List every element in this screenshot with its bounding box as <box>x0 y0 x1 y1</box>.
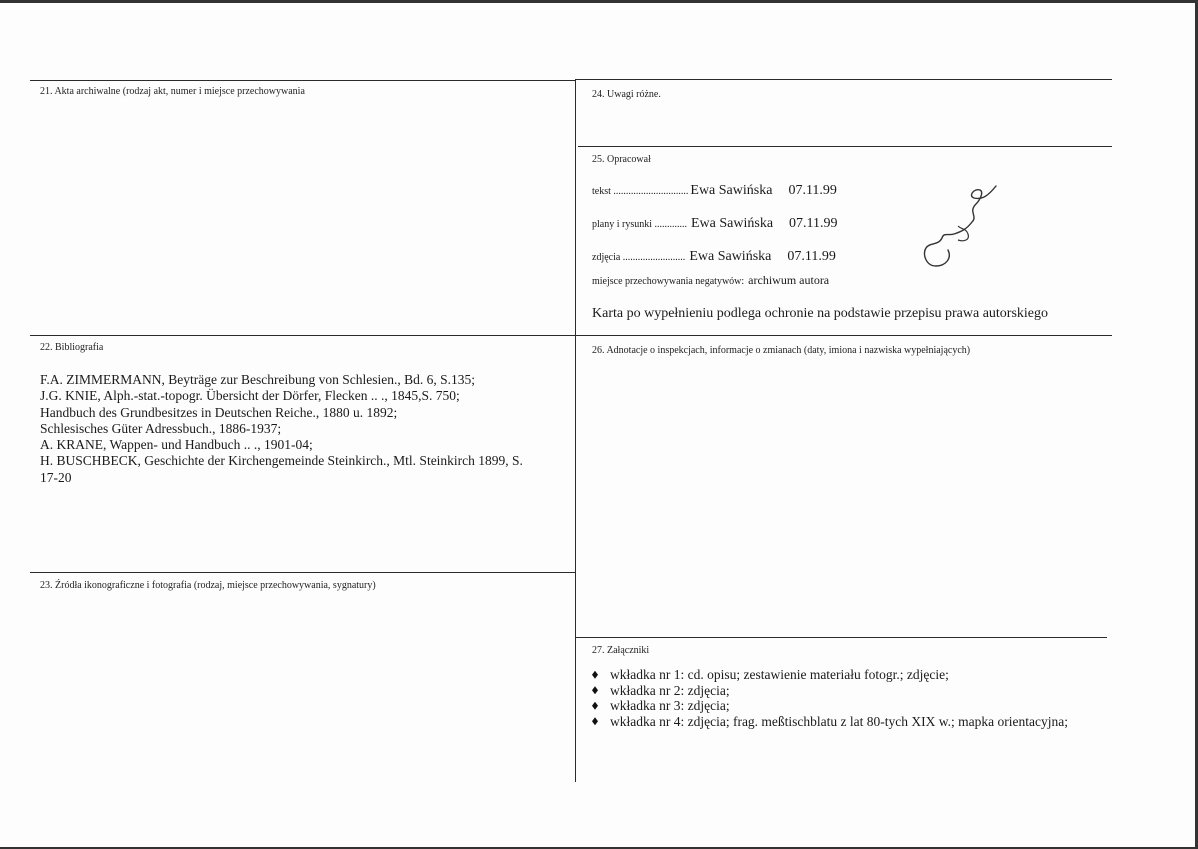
bibliography-entry: 17-20 <box>40 469 72 485</box>
rule-middle <box>30 335 1112 336</box>
author-row-plans <box>592 216 838 232</box>
section-22-title: 22. Bibliografia <box>40 342 104 353</box>
author-row-label: plany i rysunki ............. <box>592 219 687 230</box>
author-date: 07.11.99 <box>788 183 837 198</box>
bibliography-entry: A. KRANE, Wappen- und Handbuch .. ., 1901-04; <box>40 437 313 453</box>
copyright-note: Karta po wypełnieniu podlega ochronie na podstawie przepisu prawa autorskiego <box>592 306 1049 321</box>
rule-23-top <box>30 572 575 573</box>
list-item <box>592 714 1068 730</box>
bibliography-entry: H. BUSCHBECK, Geschichte der Kirchengemeinde Steinkirch., Mtl. Steinkirch 1899, S. <box>40 453 523 469</box>
section-26-title: 26. Adnotacje o inspekcjach, informacje o zmianach (daty, imiona i nazwiska wypełniających) <box>592 345 971 356</box>
scan-edge-top <box>0 0 1198 3</box>
author-name: Ewa Sawińska <box>691 216 774 231</box>
attachment-text: wkładka nr 1: cd. opisu; zestawienie materiału fotogr.; zdjęcie; <box>610 667 949 682</box>
author-date: 07.11.99 <box>787 249 836 264</box>
attachment-text: wkładka nr 4: zdjęcia; frag. meßtischblatu z lat 80-tych XIX w.; mapka orientacyjna; <box>610 713 1068 729</box>
bibliography-list <box>40 372 523 486</box>
list-item <box>592 683 1068 699</box>
section-25-title: 25. Opracował <box>592 154 651 165</box>
bibliography-entry: Handbuch des Grundbesitzes in Deutschen Reiche., 1880 u. 1892; <box>40 404 398 420</box>
diamond-bullet-icon <box>592 702 598 710</box>
negatives-value: archiwum autora <box>748 273 830 287</box>
rule-27-top <box>575 637 1107 638</box>
attachment-text: wkładka nr 2: zdjęcia; <box>610 682 730 698</box>
section-24-title: 24. Uwagi różne. <box>592 89 661 100</box>
author-row-label: tekst .............................. <box>592 186 689 197</box>
section-21-title: 21. Akta archiwalne (rodzaj akt, numer i miejsce przechowywania <box>40 86 305 97</box>
author-row-label: zdjęcia ......................... <box>592 252 686 263</box>
list-item <box>592 698 1068 714</box>
author-name: Ewa Sawińska <box>689 249 772 264</box>
attachment-text: wkładka nr 3: zdjęcia; <box>610 698 730 713</box>
author-row-photos <box>592 249 836 265</box>
rule-top-left <box>30 80 575 81</box>
diamond-bullet-icon <box>592 717 598 725</box>
signature-scribble <box>918 182 1004 274</box>
negatives-location <box>592 273 829 288</box>
section-23-title: 23. Źródła ikonograficzne i fotografia (rodzaj, miejsce przechowywania, sygnatury) <box>40 580 376 591</box>
rule-top-right <box>575 79 1112 80</box>
author-row-text <box>592 183 837 199</box>
diamond-bullet-icon <box>592 686 598 694</box>
author-name: Ewa Sawińska <box>690 183 773 198</box>
list-item <box>592 667 1068 683</box>
bibliography-entry: Schlesisches Güter Adressbuch., 1886-1937; <box>40 420 282 436</box>
bibliography-entry: F.A. ZIMMERMANN, Beyträge zur Beschreibung von Schlesien., Bd. 6, S.135; <box>40 372 475 387</box>
negatives-label: miejsce przechowywania negatywów: <box>592 276 745 287</box>
author-date: 07.11.99 <box>789 216 838 231</box>
diamond-bullet-icon <box>592 671 598 679</box>
column-divider <box>575 79 576 782</box>
rule-25-top <box>578 146 1112 147</box>
attachments-list <box>592 667 1068 729</box>
bibliography-entry: J.G. KNIE, Alph.-stat.-topogr. Übersicht der Dörfer, Flecken .. ., 1845,S. 750; <box>40 388 460 404</box>
section-27-title: 27. Załączniki <box>592 645 650 656</box>
